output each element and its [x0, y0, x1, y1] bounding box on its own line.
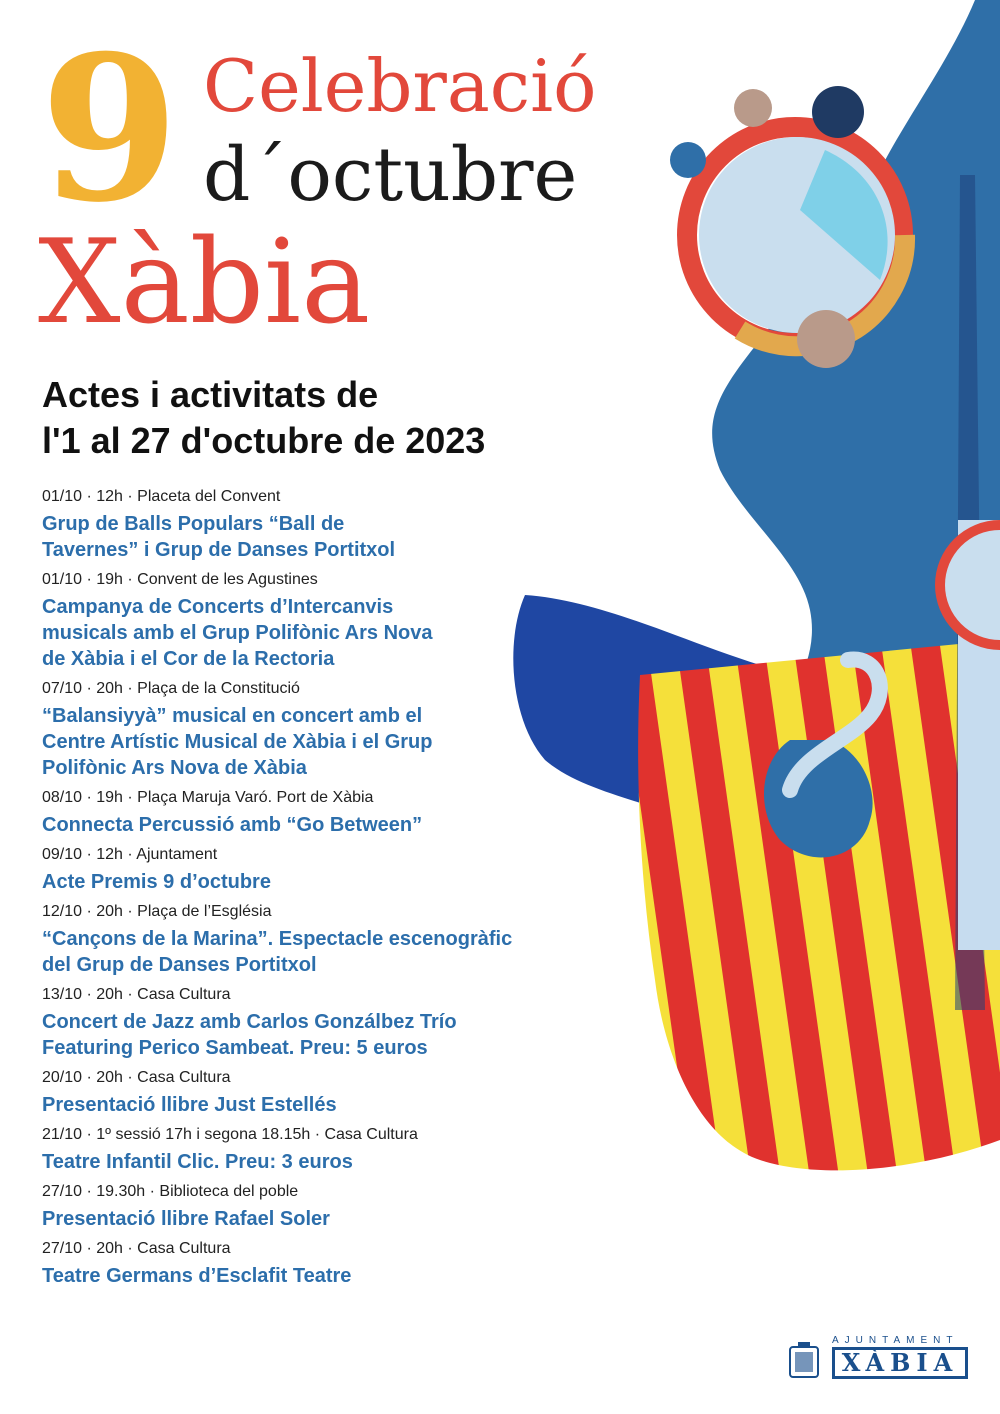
logo-name: XÀBIA: [832, 1347, 968, 1379]
subtitle-line2: l'1 al 27 d'octubre de 2023: [42, 420, 486, 461]
event-meta: 01/10 · 12h · Placeta del Convent: [42, 488, 281, 505]
event-meta: 08/10 · 19h · Plaça Maruja Varó. Port de Xàbia: [42, 789, 374, 806]
event-meta: 21/10 · 1º sessió 17h i segona 18.15h · Casa Cultura: [42, 1126, 418, 1143]
event-title-line: Teatre Germans d’Esclafit Teatre: [42, 1265, 352, 1287]
event-item: [42, 787, 542, 838]
event-meta: 20/10 · 20h · Casa Cultura: [42, 1069, 231, 1086]
bead-blue-left: [670, 142, 706, 178]
event-item: [42, 1238, 542, 1289]
event-item: [42, 1124, 542, 1175]
logo-top-label: AJUNTAMENT: [832, 1335, 959, 1346]
event-title: [42, 1206, 542, 1232]
event-title: [42, 812, 542, 838]
header-line1: Celebració: [203, 44, 597, 128]
event-meta: 27/10 · 20h · Casa Cultura: [42, 1240, 231, 1257]
event-title: [42, 1263, 542, 1289]
bead-taupe-top: [734, 89, 772, 127]
subtitle: [42, 372, 602, 464]
event-title: [42, 1092, 542, 1118]
event-item: [42, 901, 542, 978]
crest-icon: [786, 1341, 822, 1379]
event-title-line: Presentació llibre Rafael Soler: [42, 1208, 330, 1230]
event-item: [42, 678, 542, 781]
event-meta: 12/10 · 20h · Plaça de l’Església: [42, 903, 272, 920]
event-title-line: Featuring Perico Sambeat. Preu: 5 euros: [42, 1037, 428, 1059]
bead-navy: [812, 86, 864, 138]
event-meta: 13/10 · 20h · Casa Cultura: [42, 986, 231, 1003]
event-title-line: Acte Premis 9 d’octubre: [42, 871, 271, 893]
event-title-line: “Cançons de la Marina”. Espectacle escenogràfic: [42, 928, 513, 950]
event-item: [42, 1181, 542, 1232]
event-meta: 27/10 · 19.30h · Biblioteca del poble: [42, 1183, 299, 1200]
event-title-line: Tavernes” i Grup de Danses Portitxol: [42, 539, 396, 561]
event-title: [42, 511, 542, 563]
event-title-line: Presentació llibre Just Estellés: [42, 1094, 337, 1116]
event-item: [42, 844, 542, 895]
event-meta: 01/10 · 19h · Convent de les Agustines: [42, 571, 318, 588]
event-item: [42, 486, 542, 563]
event-item: [42, 1067, 542, 1118]
event-title-line: Campanya de Concerts d’Intercanvis: [42, 596, 394, 618]
bead-taupe-bottom: [797, 310, 855, 368]
event-title-line: musicals amb el Grup Polifònic Ars Nova: [42, 622, 433, 644]
event-title-line: Centre Artístic Musical de Xàbia i el Grup: [42, 731, 433, 753]
subtitle-line1: Actes i activitats de: [42, 374, 379, 415]
event-title-line: “Balansiyyà” musical en concert amb el: [42, 705, 423, 727]
event-title: [42, 1009, 542, 1061]
event-title-line: de Xàbia i el Cor de la Rectoria: [42, 648, 335, 670]
event-title-line: Connecta Percussió amb “Go Between”: [42, 814, 423, 836]
event-title: [42, 1149, 542, 1175]
event-title-line: Concert de Jazz amb Carlos Gonzálbez Trío: [42, 1011, 457, 1033]
event-title-line: Polifònic Ars Nova de Xàbia: [42, 757, 307, 779]
ajuntament-logo: [786, 1333, 971, 1379]
header-line2: d´octubre: [203, 132, 578, 218]
event-meta: 07/10 · 20h · Plaça de la Constitució: [42, 680, 300, 697]
event-title: [42, 703, 542, 781]
event-item: [42, 984, 542, 1061]
event-title: [42, 594, 542, 672]
header-number: 9: [40, 12, 180, 247]
event-item: [42, 569, 542, 672]
event-title-line: del Grup de Danses Portitxol: [42, 954, 317, 976]
header-town: Xàbia: [38, 215, 371, 350]
event-title-line: Teatre Infantil Clic. Preu: 3 euros: [42, 1151, 353, 1173]
events-list: [42, 486, 542, 1295]
event-title: [42, 926, 542, 978]
event-meta: 09/10 · 12h · Ajuntament: [42, 846, 218, 863]
event-title: [42, 869, 542, 895]
event-title-line: Grup de Balls Populars “Ball de: [42, 513, 345, 535]
